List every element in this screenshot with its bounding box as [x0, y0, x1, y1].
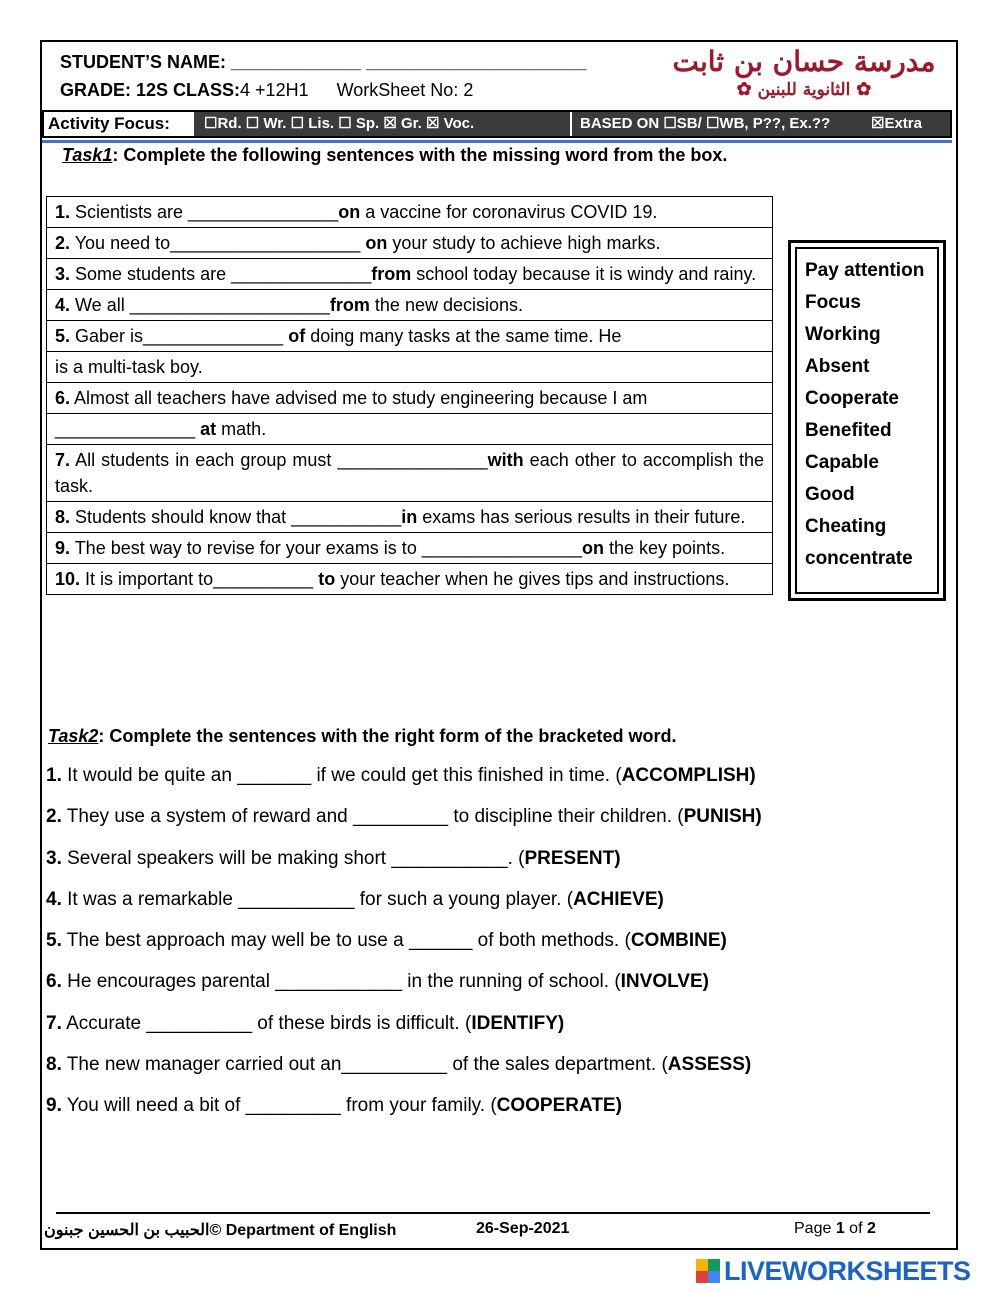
- sentence-number: 10.: [55, 569, 81, 589]
- task2-item-text: Several speakers will be making short ___________. (: [61, 847, 525, 869]
- sentence-row: [47, 321, 773, 352]
- sentence-preposition: at: [200, 419, 217, 439]
- page-of: of: [844, 1220, 867, 1237]
- task1-heading: [62, 145, 727, 166]
- sentence-row: [47, 197, 773, 228]
- task1-sentence-table: [46, 196, 773, 595]
- sentence-preposition: on: [338, 202, 361, 222]
- sentence-row: [47, 352, 773, 383]
- sentence-cell: [47, 502, 773, 533]
- flower-icon: ✿: [736, 79, 752, 100]
- footer-divider: [56, 1212, 930, 1214]
- sentence-text-end: the new decisions.: [369, 295, 524, 315]
- task2-bracket-word: COOPERATE: [496, 1095, 616, 1117]
- task1-title: Task1: [62, 145, 113, 165]
- sentence-number: 3.: [55, 264, 71, 284]
- sentence-text-end: math.: [216, 419, 267, 439]
- task2-item-number: 5.: [46, 930, 62, 952]
- liveworksheets-brand: [696, 1256, 971, 1286]
- sentence-preposition: in: [401, 507, 418, 527]
- sentence-text-end: each other to accomplish the task.: [55, 450, 764, 496]
- logo-square: [696, 1259, 708, 1271]
- task2-item-number: 4.: [46, 888, 62, 910]
- based-on-cell: [570, 112, 950, 136]
- task2-item-number: 3.: [46, 847, 62, 869]
- task2-list: [46, 764, 946, 1136]
- grade-class-line: [60, 80, 473, 101]
- footer: [44, 1220, 924, 1244]
- sentence-text: Gaber is______________: [70, 326, 289, 346]
- class-value: 4 +12H1: [240, 80, 309, 100]
- sentence-row: [47, 414, 773, 445]
- activity-focus-label: Activity Focus:: [44, 112, 194, 136]
- sentence-cell: [47, 197, 773, 228]
- sentence-text-end: your study to achieve high marks.: [387, 233, 661, 253]
- task2-bracket-close: ): [755, 806, 762, 828]
- sentence-text-end: school today because it is windy and rainy.: [411, 264, 757, 284]
- task2-item-text: They use a system of reward and _________ to discipline their children. (: [61, 806, 684, 828]
- task2-bracket-close: ): [615, 1095, 622, 1117]
- task2-item-number: 9.: [46, 1095, 62, 1117]
- sentence-row: [47, 502, 773, 533]
- sentence-number: 5.: [55, 326, 71, 346]
- task2-title: Task2: [48, 726, 99, 746]
- word-box-item: Cheating: [805, 516, 887, 537]
- task2-item-number: 6.: [46, 971, 62, 993]
- page-total: 2: [866, 1220, 876, 1237]
- sentence-cell: [47, 414, 773, 445]
- sentence-cell: [47, 533, 773, 564]
- task2-bracket-close: ): [749, 765, 756, 786]
- task2-bracket-close: ): [614, 847, 621, 869]
- task2-bracket-word: ACCOMPLISH: [621, 765, 750, 786]
- sentence-preposition: on: [365, 233, 388, 253]
- word-box-item: concentrate: [805, 548, 913, 569]
- task2-bracket-close: ): [744, 1054, 752, 1076]
- task2-item-text: He encourages parental ____________ in the running of school. (: [61, 971, 621, 993]
- sentence-cell: [47, 564, 773, 595]
- extra-checkbox: ☒Extra: [871, 115, 922, 132]
- sentence-cell: [47, 290, 773, 321]
- sentence-cell: [47, 383, 773, 414]
- word-box-item: Absent: [805, 356, 870, 377]
- task2-bracket-word: IDENTIFY: [471, 1012, 558, 1034]
- word-box-item: Benefited: [805, 420, 892, 441]
- task2-bracket-word: PUNISH: [683, 806, 756, 828]
- liveworksheets-wordmark: LIVEWORKSHEETS: [724, 1255, 971, 1286]
- task2-item-number: 8.: [46, 1054, 62, 1076]
- sentence-number: 8.: [55, 507, 71, 527]
- task2-item-text: It was a remarkable ___________ for such a young player. (: [61, 888, 574, 910]
- based-on-text: BASED ON ☐SB/ ☐WB, P??, Ex.??: [580, 115, 831, 132]
- page-prefix: Page: [794, 1220, 836, 1237]
- word-box-item: Cooperate: [805, 388, 899, 409]
- sentence-cell: [47, 445, 773, 502]
- task2-item: [46, 805, 946, 846]
- page-current: 1: [835, 1220, 845, 1237]
- task2-item: [46, 1053, 946, 1094]
- school-name-line2-text: الثانوية للبنين: [757, 80, 851, 100]
- task2-item: [46, 764, 946, 805]
- footer-page-number: [794, 1220, 876, 1238]
- sentence-text: All students in each group must _______________: [70, 450, 488, 470]
- sentence-number: 1.: [55, 202, 71, 222]
- word-box-item: Capable: [805, 452, 879, 473]
- task2-item-number: 1.: [46, 765, 62, 786]
- task2-bracket-close: ): [557, 1012, 565, 1034]
- sentence-preposition: from: [329, 295, 370, 315]
- task2-heading: [48, 726, 676, 747]
- logo-square: [708, 1271, 720, 1283]
- sentence-text-end: exams has serious results in their future.: [417, 507, 746, 527]
- sentence-cell: [47, 321, 773, 352]
- task2-bracket-close: ): [702, 971, 709, 993]
- task2-item: [46, 847, 946, 888]
- sentence-preposition: with: [487, 450, 524, 470]
- sentence-row: [47, 445, 773, 502]
- task2-bracket-close: ): [720, 930, 727, 952]
- sentence-row: [47, 259, 773, 290]
- sentence-cell: [47, 259, 773, 290]
- footer-date: 26-Sep-2021: [476, 1220, 570, 1237]
- task2-item: [46, 888, 946, 929]
- sentence-text: Almost all teachers have advised me to study engineering because I am: [70, 388, 648, 408]
- word-box-item: Pay attention: [805, 260, 925, 281]
- school-logo: [668, 46, 940, 102]
- task2-bracket-word: ASSESS: [667, 1054, 745, 1076]
- task2-item-text: It would be quite an _______ if we could get this finished in time. (: [61, 765, 622, 786]
- task2-item: [46, 929, 946, 970]
- sentence-cell: [47, 228, 773, 259]
- sentence-text: You need to___________________: [70, 233, 366, 253]
- task2-item-text: Accurate __________ of these birds is difficult. (: [61, 1012, 472, 1034]
- school-name-line1: مدرسة حسان بن ثابت: [672, 45, 936, 78]
- sentence-number: 2.: [55, 233, 71, 253]
- sentence-row: [47, 290, 773, 321]
- task2-item-text: The new manager carried out an__________ of the sales department. (: [61, 1054, 668, 1076]
- sentence-number: 7.: [55, 450, 71, 470]
- task2-bracket-word: COMBINE: [630, 930, 721, 952]
- sentence-row: [47, 533, 773, 564]
- sentence-text: is a multi-task boy.: [55, 357, 203, 377]
- logo-square: [708, 1259, 720, 1271]
- word-box: [788, 240, 946, 601]
- grade-label: GRADE: 12S CLASS:: [60, 80, 241, 100]
- sentence-row: [47, 383, 773, 414]
- task2-bracket-word: ACHIEVE: [573, 888, 658, 910]
- sentence-row: [47, 228, 773, 259]
- sentence-text: It is important to__________: [80, 569, 319, 589]
- sentence-cell: [47, 352, 773, 383]
- flower-icon: ✿: [856, 79, 872, 100]
- sentence-number: 6.: [55, 388, 71, 408]
- header-divider: [42, 140, 952, 143]
- task2-bracket-close: ): [657, 888, 664, 910]
- word-box-item: Focus: [805, 292, 861, 313]
- task2-item-number: 2.: [46, 806, 62, 828]
- student-name-field: STUDENT’S NAME: _____________ ______________________: [60, 52, 587, 72]
- sentence-text: Students should know that ___________: [70, 507, 402, 527]
- sentence-preposition: on: [582, 538, 604, 558]
- footer-author-department: الحبيب بن الحسين جبنون© Department of English: [44, 1222, 397, 1239]
- word-box-item: Working: [805, 324, 881, 345]
- sentence-text: Scientists are _______________: [70, 202, 339, 222]
- sentence-text: The best way to revise for your exams is to ________________: [70, 538, 582, 558]
- sentence-text: Some students are ______________: [70, 264, 372, 284]
- task1-instruction: : Complete the following sentences with the missing word from the box.: [112, 145, 728, 165]
- sentence-text-end: a vaccine for coronavirus COVID 19.: [360, 202, 658, 222]
- worksheet-number: WorkSheet No: 2: [336, 80, 474, 100]
- task2-item: [46, 1012, 946, 1053]
- task2-instruction: : Complete the sentences with the right form of the bracketed word.: [98, 726, 677, 746]
- sentence-number: 4.: [55, 295, 71, 315]
- sentence-text-end: your teacher when he gives tips and instructions.: [335, 569, 730, 589]
- task2-bracket-word: INVOLVE: [620, 971, 703, 993]
- sentence-text: ______________: [55, 419, 201, 439]
- word-box-inner: [795, 247, 939, 594]
- task2-item: [46, 1094, 946, 1135]
- sentence-text-end: the key points.: [604, 538, 726, 558]
- sentence-preposition: of: [288, 326, 306, 346]
- sentence-text: We all ____________________: [70, 295, 330, 315]
- sentence-preposition: to: [318, 569, 336, 589]
- logo-square: [696, 1271, 708, 1283]
- sentence-number: 9.: [55, 538, 71, 558]
- task2-item: [46, 970, 946, 1011]
- school-name-line2: [668, 78, 940, 102]
- task2-item-number: 7.: [46, 1012, 62, 1034]
- activity-focus-bar: [42, 110, 952, 138]
- word-box-item: Good: [805, 484, 855, 505]
- liveworksheets-logo-icon: [696, 1259, 720, 1283]
- task2-bracket-word: PRESENT: [524, 847, 615, 869]
- task2-item-text: The best approach may well be to use a ______ of both methods. (: [61, 930, 631, 952]
- task2-item-text: You will need a bit of _________ from your family. (: [61, 1095, 497, 1117]
- sentence-text-end: doing many tasks at the same time. He: [305, 326, 622, 346]
- activity-focus-skills: ☐Rd. ☐ Wr. ☐ Lis. ☐ Sp. ☒ Gr. ☒ Voc.: [194, 112, 570, 136]
- sentence-preposition: from: [371, 264, 412, 284]
- sentence-row: [47, 564, 773, 595]
